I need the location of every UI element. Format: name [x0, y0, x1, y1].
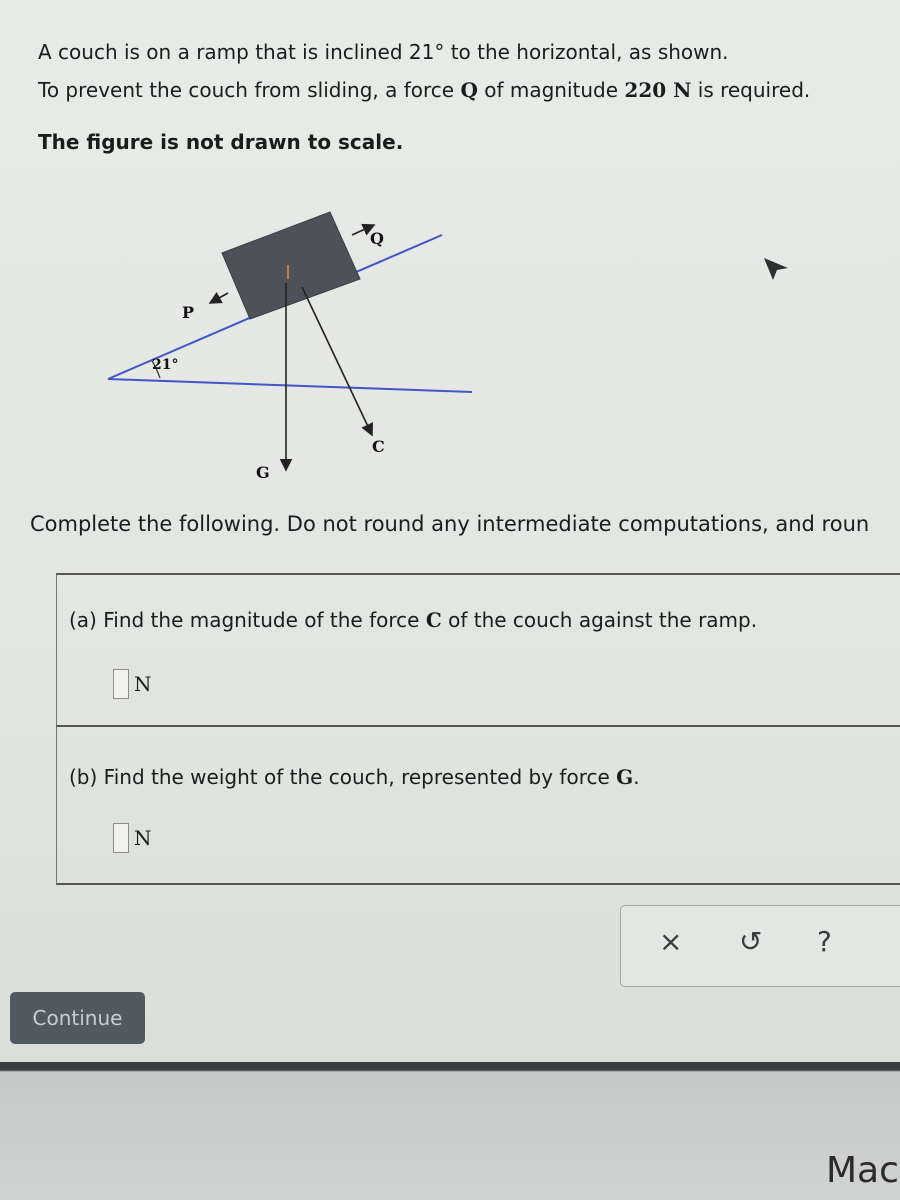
part-a-answer-row — [113, 669, 152, 699]
label-angle: 21° — [152, 357, 179, 373]
mac-logo-text: Mac — [826, 1150, 899, 1191]
part-b-unit: N — [134, 826, 152, 850]
label-force-p: P — [182, 303, 195, 322]
label-force-c: C — [372, 437, 385, 456]
instruction-text: Complete the following. Do not round any intermediate computations, and roun — [30, 512, 870, 536]
part-a-unit: N — [134, 672, 152, 696]
part-b-answer-input[interactable] — [113, 823, 129, 853]
part-a-panel — [56, 573, 900, 727]
mouse-cursor-icon — [762, 256, 792, 282]
part-a-text-a: (a) Find the magnitude of the force — [69, 608, 426, 632]
force-p-arrow — [210, 293, 228, 303]
part-b-panel — [56, 725, 900, 885]
force-q-symbol: Q — [460, 78, 478, 102]
laptop-bezel — [0, 1062, 900, 1200]
couch-block — [222, 212, 360, 319]
label-force-g: G — [256, 463, 270, 482]
undo-icon[interactable]: ↺ — [739, 925, 763, 958]
part-b-var: G — [616, 765, 634, 789]
force-q-magnitude: 220 N — [624, 78, 692, 102]
part-a-var: C — [425, 608, 442, 632]
part-a-text-b: of the couch against the ramp. — [441, 608, 758, 632]
part-b-text-b: . — [633, 765, 640, 789]
horizontal-ground-line — [108, 379, 472, 392]
part-a-answer-input[interactable] — [113, 669, 129, 699]
continue-button[interactable]: Continue — [10, 992, 145, 1044]
problem-intro-line2 — [38, 78, 810, 102]
clear-icon[interactable]: × — [659, 925, 683, 958]
intro-text-c: is required. — [691, 78, 811, 102]
part-b-text-a: (b) Find the weight of the couch, represented by force — [69, 765, 617, 789]
ramp-figure — [90, 195, 490, 495]
intro-text-a: To prevent the couch from sliding, a force — [38, 78, 461, 102]
part-a-question — [69, 608, 757, 632]
force-c-arrow — [302, 287, 372, 435]
help-icon[interactable]: ? — [817, 925, 832, 958]
problem-intro-line1: A couch is on a ramp that is inclined 21° to the horizontal, as shown. — [38, 40, 729, 64]
scale-note: The figure is not drawn to scale. — [38, 130, 404, 154]
ramp-diagram — [90, 195, 490, 495]
intro-text-b: of magnitude — [477, 78, 625, 102]
answer-toolbar — [620, 905, 900, 987]
label-force-q: Q — [370, 229, 384, 248]
part-b-answer-row — [113, 823, 152, 853]
part-b-question — [69, 765, 640, 789]
